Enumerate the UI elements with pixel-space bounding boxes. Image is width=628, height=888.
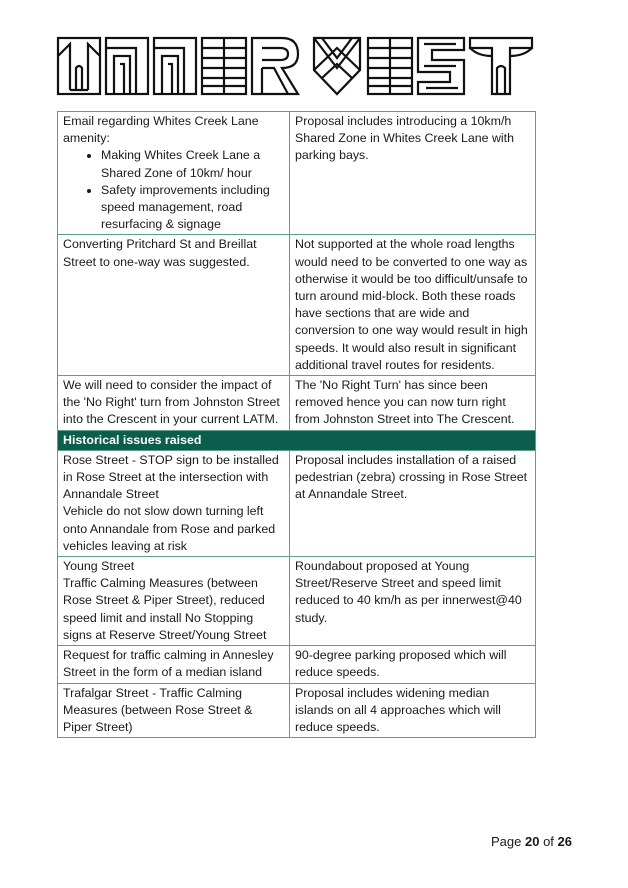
table-row [58, 557, 536, 646]
table-row [58, 112, 536, 235]
logo-letter-s [418, 38, 464, 94]
response-cell: 90-degree parking proposed which will reduce speeds. [290, 646, 536, 683]
issue-cell [58, 557, 290, 646]
logo-letter-r [252, 38, 298, 94]
page-current: 20 [524, 834, 540, 849]
logo-letter-n2 [154, 38, 196, 94]
table-row [58, 235, 536, 376]
response-cell: Roundabout proposed at Young Street/Reserve Street and speed limit reduced to 40 km/h as per innerwest@40 study. [290, 557, 536, 646]
logo-letter-e [202, 38, 246, 94]
logo-letter-n1 [106, 38, 148, 94]
issue-cell [58, 450, 290, 556]
logo-letter-i [58, 38, 100, 94]
response-cell: Not supported at the whole road lengths would need to be converted to one way as otherwise it would be too difficult/unsafe to turn around mid-block. Both these roads have sections that are wide and conversion to one way would result in high speeds. It would also result in significant additional travel routes for residents. [290, 235, 536, 376]
issue-cell [58, 646, 290, 683]
issue-text: Converting Pritchard St and Breillat Street to one-way was suggested. [63, 237, 257, 269]
section-heading-row [58, 430, 536, 450]
table-row [58, 683, 536, 738]
table-row [58, 646, 536, 683]
bullet-item: • Making Whites Creek Lane a Shared Zone of 10km/ hour [101, 147, 284, 181]
response-cell: The 'No Right Turn' has since been removed hence you can now turn right from Johnston Street into The Crescent. [290, 376, 536, 431]
logo-letter-e2 [368, 38, 412, 94]
logo-graphic [56, 34, 536, 98]
issue-text: We will need to consider the impact of the 'No Right' turn from Johnston Street into the Crescent in your current LATM. [63, 378, 280, 427]
issue-text: Trafalgar Street - Traffic Calming Measures (between Rose Street & Piper Street) [63, 685, 253, 734]
response-cell: Proposal includes installation of a raised pedestrian (zebra) crossing in Rose Street at Annandale Street. [290, 450, 536, 556]
response-cell: Proposal includes widening median islands on all 4 approaches which will reduce speeds. [290, 683, 536, 738]
issue-text: Request for traffic calming in Annesley Street in the form of a median island [63, 648, 274, 680]
issue-text: Traffic Calming Measures (between Rose Street & Piper Street), reduced speed limit and install No Stopping signs at Reserve Street/Young Street [63, 576, 267, 642]
issue-text: Vehicle do not slow down turning left onto Annandale from Rose and parked vehicles leaving at risk [63, 504, 276, 553]
issue-cell [58, 112, 290, 235]
issues-table [57, 111, 536, 738]
issue-text: Rose Street - STOP sign to be installed in Rose Street at the intersection with Annandale Street [63, 452, 279, 502]
page-of: of [543, 834, 554, 849]
logo-letter-w [314, 38, 360, 94]
issue-text: Young Street [63, 559, 135, 574]
issue-text: Email regarding Whites Creek Lane amenity: [63, 114, 259, 146]
response-cell: Proposal includes introducing a 10km/h Shared Zone in Whites Creek Lane with parking bays. [290, 112, 536, 235]
table-row [58, 450, 536, 556]
inner-west-logo [56, 34, 536, 98]
table-row [58, 376, 536, 431]
logo-letter-t [470, 38, 532, 94]
issue-cell [58, 376, 290, 431]
issue-cell [58, 683, 290, 738]
page-number [491, 834, 572, 849]
page-label: Page [490, 834, 522, 849]
issue-bullet-list [63, 147, 284, 233]
issue-cell [58, 235, 290, 376]
bullet-item: • Safety improvements including speed management, road resurfacing & signage [101, 182, 284, 234]
page-total: 26 [557, 834, 572, 849]
section-heading: Historical issues raised [58, 430, 536, 450]
